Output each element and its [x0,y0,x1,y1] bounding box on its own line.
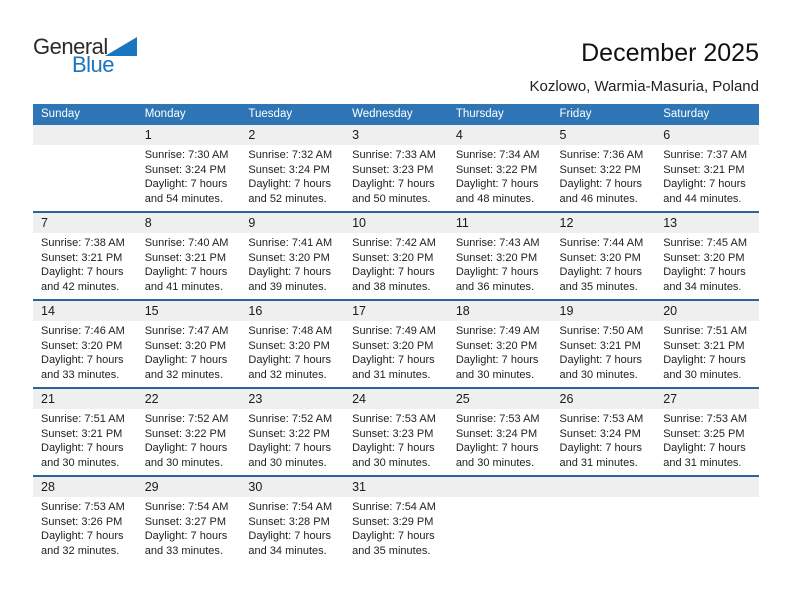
daylight-line-1: Daylight: 7 hours [559,178,643,191]
day-number: 14 [33,301,137,321]
day-details [137,233,241,299]
sunset-line: Sunset: 3:24 PM [144,163,227,176]
sunrise-line: Sunrise: 7:53 AM [352,413,436,425]
daylight-line-2: and 31 minutes. [352,368,431,381]
sunset-line: Sunset: 3:22 PM [248,427,330,440]
sunset-line: Sunset: 3:20 PM [352,339,434,352]
sunrise-line: Sunrise: 7:54 AM [248,501,333,513]
sunset-line: Sunset: 3:20 PM [41,339,123,352]
day-cell-23 [240,389,344,475]
day-cell-12 [552,213,656,299]
daylight-line-1: Daylight: 7 hours [455,442,539,455]
empty-day-cell [448,477,552,563]
day-number: 31 [344,477,448,497]
daylight-line-2: and 46 minutes. [559,192,638,205]
sunrise-line: Sunrise: 7:53 AM [41,501,125,513]
daylight-line-2: and 39 minutes. [248,280,327,293]
daylight-line-1: Daylight: 7 hours [144,178,228,191]
day-details [344,145,448,211]
week-row-5 [33,475,759,563]
sunset-line: Sunset: 3:23 PM [352,427,434,440]
daylight-line-1: Daylight: 7 hours [455,178,539,191]
day-number: 21 [33,389,137,409]
day-number: 27 [655,389,759,409]
sunset-line: Sunset: 3:21 PM [41,251,123,264]
day-cell-20 [655,301,759,387]
day-number: 4 [448,125,552,145]
daylight-line-1: Daylight: 7 hours [248,354,331,367]
day-cell-26 [552,389,656,475]
sunrise-line: Sunrise: 7:54 AM [144,501,229,513]
daylight-line-2: and 38 minutes. [352,280,431,293]
day-details [344,321,448,387]
daylight-line-1: Daylight: 7 hours [41,266,124,279]
sunrise-line: Sunrise: 7:43 AM [455,237,540,249]
day-number: 7 [33,213,137,233]
daylight-line-1: Daylight: 7 hours [663,354,746,367]
calendar-weeks [33,125,759,563]
weekday-sunday: Sunday [41,108,81,120]
day-number: 11 [448,213,552,233]
daylight-line-2: and 31 minutes. [663,456,742,469]
day-number [655,477,759,497]
day-number: 18 [448,301,552,321]
day-details [344,409,448,475]
daylight-line-1: Daylight: 7 hours [663,442,746,455]
day-details [552,321,656,387]
week-row-3 [33,299,759,387]
sunset-line: Sunset: 3:21 PM [41,427,123,440]
day-number: 17 [344,301,448,321]
daylight-line-1: Daylight: 7 hours [248,178,331,191]
day-number: 15 [137,301,241,321]
day-number: 16 [240,301,344,321]
sunset-line: Sunset: 3:21 PM [663,339,745,352]
sunrise-line: Sunrise: 7:42 AM [352,237,436,249]
daylight-line-1: Daylight: 7 hours [144,442,228,455]
day-number: 26 [552,389,656,409]
sunset-line: Sunset: 3:24 PM [455,427,538,440]
day-number: 28 [33,477,137,497]
sunrise-line: Sunrise: 7:40 AM [144,237,229,249]
daylight-line-1: Daylight: 7 hours [248,530,331,543]
day-cell-19 [552,301,656,387]
sunrise-line: Sunrise: 7:52 AM [144,413,229,425]
sunset-line: Sunset: 3:27 PM [144,515,227,528]
daylight-line-1: Daylight: 7 hours [144,530,228,543]
sunrise-line: Sunrise: 7:51 AM [663,325,747,337]
day-number: 24 [344,389,448,409]
sunrise-line: Sunrise: 7:32 AM [248,149,333,161]
daylight-line-2: and 50 minutes. [352,192,431,205]
sunrise-line: Sunrise: 7:44 AM [559,237,644,249]
daylight-line-2: and 34 minutes. [248,544,327,557]
page-title: December 2025 [581,39,759,67]
day-number [33,125,137,145]
sunset-line: Sunset: 3:20 PM [455,251,538,264]
sunrise-line: Sunrise: 7:45 AM [663,237,747,249]
day-details [240,497,344,563]
daylight-line-2: and 30 minutes. [559,368,638,381]
sunrise-line: Sunrise: 7:53 AM [455,413,540,425]
daylight-line-2: and 35 minutes. [352,544,431,557]
sunset-line: Sunset: 3:26 PM [41,515,123,528]
day-details [137,145,241,211]
sunset-line: Sunset: 3:21 PM [144,251,227,264]
sunrise-line: Sunrise: 7:50 AM [559,325,644,337]
day-details [344,497,448,563]
sunrise-line: Sunrise: 7:52 AM [248,413,333,425]
sunrise-line: Sunrise: 7:53 AM [559,413,644,425]
day-cell-6 [655,125,759,211]
daylight-line-1: Daylight: 7 hours [559,442,643,455]
day-cell-18 [448,301,552,387]
day-cell-15 [137,301,241,387]
daylight-line-2: and 35 minutes. [559,280,638,293]
day-details [655,145,759,211]
logo-text-blue: Blue [72,52,115,77]
day-cell-13 [655,213,759,299]
sunrise-line: Sunrise: 7:37 AM [663,149,747,161]
sunset-line: Sunset: 3:28 PM [248,515,330,528]
daylight-line-1: Daylight: 7 hours [144,266,228,279]
sunset-line: Sunset: 3:23 PM [352,163,434,176]
sunset-line: Sunset: 3:20 PM [248,251,330,264]
day-number: 23 [240,389,344,409]
sunset-line: Sunset: 3:20 PM [559,251,641,264]
daylight-line-1: Daylight: 7 hours [41,354,124,367]
day-details [33,145,137,211]
day-cell-3 [344,125,448,211]
empty-day-cell [552,477,656,563]
day-cell-27 [655,389,759,475]
sunset-line: Sunset: 3:25 PM [663,427,745,440]
sunrise-line: Sunrise: 7:38 AM [41,237,125,249]
daylight-line-2: and 30 minutes. [663,368,742,381]
sunset-line: Sunset: 3:20 PM [352,251,434,264]
daylight-line-2: and 33 minutes. [41,368,120,381]
day-details [655,233,759,299]
day-number: 12 [552,213,656,233]
day-details [552,145,656,211]
daylight-line-1: Daylight: 7 hours [248,266,331,279]
daylight-line-2: and 32 minutes. [41,544,120,557]
day-cell-4 [448,125,552,211]
week-row-1 [33,125,759,211]
day-cell-28 [33,477,137,563]
daylight-line-2: and 32 minutes. [248,368,327,381]
daylight-line-1: Daylight: 7 hours [455,354,539,367]
day-cell-1 [137,125,241,211]
daylight-line-2: and 54 minutes. [144,192,223,205]
daylight-line-1: Daylight: 7 hours [352,178,435,191]
day-details [33,321,137,387]
week-row-2 [33,211,759,299]
day-details [448,145,552,211]
day-cell-24 [344,389,448,475]
day-cell-17 [344,301,448,387]
day-details [448,321,552,387]
day-number: 6 [655,125,759,145]
sunrise-line: Sunrise: 7:33 AM [352,149,436,161]
day-details [240,233,344,299]
daylight-line-1: Daylight: 7 hours [352,530,435,543]
day-number: 3 [344,125,448,145]
daylight-line-2: and 48 minutes. [455,192,535,205]
sunrise-line: Sunrise: 7:51 AM [41,413,125,425]
sunrise-line: Sunrise: 7:48 AM [248,325,333,337]
day-number: 2 [240,125,344,145]
daylight-line-2: and 30 minutes. [455,456,535,469]
weekday-friday: Friday [559,108,592,120]
day-details [552,233,656,299]
sunset-line: Sunset: 3:29 PM [352,515,434,528]
general-blue-logo [33,36,137,76]
day-number: 20 [655,301,759,321]
weekday-saturday: Saturday [663,108,710,120]
day-cell-5 [552,125,656,211]
sunset-line: Sunset: 3:20 PM [455,339,538,352]
daylight-line-2: and 32 minutes. [144,368,223,381]
day-number: 30 [240,477,344,497]
sunset-line: Sunset: 3:24 PM [248,163,330,176]
daylight-line-1: Daylight: 7 hours [144,354,228,367]
sunrise-line: Sunrise: 7:41 AM [248,237,333,249]
day-cell-7 [33,213,137,299]
day-number [552,477,656,497]
logo-text-general: General [33,34,108,59]
sunrise-line: Sunrise: 7:46 AM [41,325,125,337]
sunset-line: Sunset: 3:22 PM [455,163,538,176]
sunset-line: Sunset: 3:24 PM [559,427,641,440]
daylight-line-2: and 41 minutes. [144,280,223,293]
weekday-tuesday: Tuesday [248,108,293,120]
day-details [240,321,344,387]
day-cell-29 [137,477,241,563]
day-details [448,497,552,563]
day-cell-9 [240,213,344,299]
daylight-line-2: and 52 minutes. [248,192,327,205]
daylight-line-1: Daylight: 7 hours [663,266,746,279]
daylight-line-2: and 44 minutes. [663,192,742,205]
sunset-line: Sunset: 3:21 PM [663,163,745,176]
sunrise-line: Sunrise: 7:49 AM [352,325,436,337]
sunset-line: Sunset: 3:22 PM [559,163,641,176]
day-details [137,321,241,387]
day-cell-31 [344,477,448,563]
daylight-line-1: Daylight: 7 hours [663,178,746,191]
daylight-line-2: and 30 minutes. [352,456,431,469]
day-number: 25 [448,389,552,409]
day-number: 29 [137,477,241,497]
day-details [33,233,137,299]
daylight-line-2: and 42 minutes. [41,280,120,293]
daylight-line-2: and 30 minutes. [248,456,327,469]
sunrise-line: Sunrise: 7:34 AM [455,149,540,161]
day-cell-21 [33,389,137,475]
sunrise-line: Sunrise: 7:53 AM [663,413,747,425]
day-details [655,497,759,563]
weekday-thursday: Thursday [455,108,504,120]
day-cell-2 [240,125,344,211]
day-details [240,145,344,211]
day-cell-14 [33,301,137,387]
day-number: 13 [655,213,759,233]
daylight-line-1: Daylight: 7 hours [559,266,643,279]
day-number: 22 [137,389,241,409]
day-cell-8 [137,213,241,299]
day-number: 5 [552,125,656,145]
day-cell-25 [448,389,552,475]
daylight-line-1: Daylight: 7 hours [41,442,124,455]
daylight-line-2: and 30 minutes. [144,456,223,469]
sunset-line: Sunset: 3:20 PM [144,339,227,352]
day-number: 1 [137,125,241,145]
sunset-line: Sunset: 3:20 PM [663,251,745,264]
sunrise-line: Sunrise: 7:54 AM [352,501,436,513]
day-cell-16 [240,301,344,387]
day-details [655,409,759,475]
day-cell-11 [448,213,552,299]
week-row-4 [33,387,759,475]
daylight-line-2: and 31 minutes. [559,456,638,469]
day-cell-30 [240,477,344,563]
sunset-line: Sunset: 3:20 PM [248,339,330,352]
calendar-table [33,104,759,563]
daylight-line-1: Daylight: 7 hours [559,354,643,367]
empty-day-cell [655,477,759,563]
daylight-line-2: and 30 minutes. [455,368,535,381]
daylight-line-1: Daylight: 7 hours [41,530,124,543]
day-number: 9 [240,213,344,233]
daylight-line-1: Daylight: 7 hours [248,442,331,455]
day-details [137,497,241,563]
day-details [137,409,241,475]
sunset-line: Sunset: 3:21 PM [559,339,641,352]
day-number [448,477,552,497]
page-subtitle: Kozlowo, Warmia-Masuria, Poland [529,78,759,95]
day-details [33,497,137,563]
sunrise-line: Sunrise: 7:36 AM [559,149,644,161]
day-details [33,409,137,475]
weekday-monday: Monday [144,108,186,120]
daylight-line-1: Daylight: 7 hours [455,266,539,279]
day-details [240,409,344,475]
weekday-header-row [33,104,759,125]
daylight-line-1: Daylight: 7 hours [352,442,435,455]
daylight-line-2: and 36 minutes. [455,280,535,293]
day-cell-22 [137,389,241,475]
day-details [552,497,656,563]
daylight-line-2: and 33 minutes. [144,544,223,557]
sunrise-line: Sunrise: 7:49 AM [455,325,540,337]
daylight-line-2: and 30 minutes. [41,456,120,469]
empty-day-cell [33,125,137,211]
sunset-line: Sunset: 3:22 PM [144,427,227,440]
daylight-line-1: Daylight: 7 hours [352,266,435,279]
day-details [552,409,656,475]
day-number: 8 [137,213,241,233]
daylight-line-2: and 34 minutes. [663,280,742,293]
day-details [344,233,448,299]
day-details [655,321,759,387]
day-details [448,409,552,475]
day-details [448,233,552,299]
day-number: 10 [344,213,448,233]
weekday-wednesday: Wednesday [352,108,413,120]
day-cell-10 [344,213,448,299]
sunrise-line: Sunrise: 7:30 AM [144,149,229,161]
sunrise-line: Sunrise: 7:47 AM [144,325,229,337]
day-number: 19 [552,301,656,321]
daylight-line-1: Daylight: 7 hours [352,354,435,367]
